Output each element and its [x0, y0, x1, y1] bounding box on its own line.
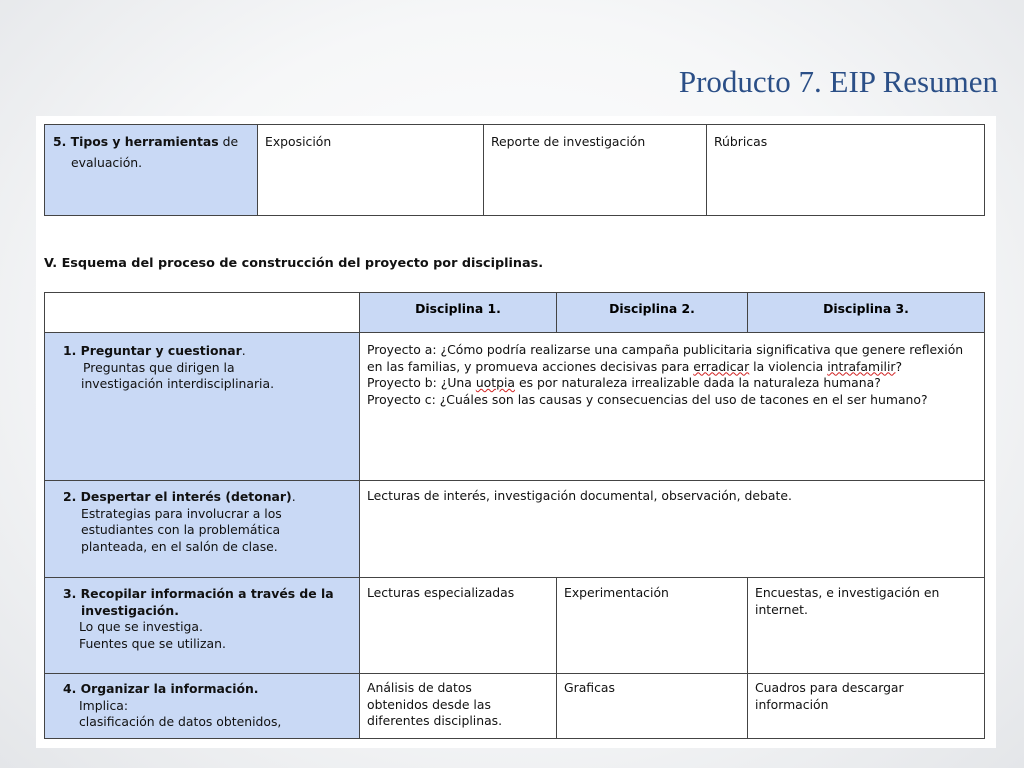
project-a-pre: Proyecto a: ¿Cómo podría realizarse una campaña publicitaria significativa que genere reflexión en las familias, y promueva acciones decisivas para [367, 342, 964, 374]
row1-content-cell [359, 332, 985, 481]
row1-label-bold: 1. Preguntar y cuestionar [63, 343, 242, 358]
row3-label-bold2: investigación. [81, 602, 179, 618]
slide-title-number: Producto 7. [678, 64, 822, 99]
row3-d2-cell [556, 577, 748, 674]
row4-label-sub2: clasificación de datos obtenidos, [79, 714, 282, 729]
header-disciplina-1: Disciplina 1. [359, 292, 557, 333]
row3-label-cell [44, 577, 360, 674]
eval-exposicion-text: Exposición [265, 134, 332, 149]
row3-d1-text: Lecturas especializadas [367, 585, 515, 600]
project-a-text [367, 342, 974, 375]
eval-label-bold: 5. Tipos y herramientas [53, 134, 219, 149]
row4-d2-cell [556, 673, 748, 739]
eval-col-reporte [483, 124, 707, 216]
header-disciplina-3: Disciplina 3. [747, 292, 985, 333]
project-b-pre: Proyecto b: ¿Una [367, 375, 476, 390]
row2-content-text: Lecturas de interés, investigación documental, observación, debate. [367, 488, 792, 503]
slide-title [679, 64, 998, 100]
row1-label-dot: . [241, 343, 246, 358]
project-c-text: Proyecto c: ¿Cuáles son las causas y consecuencias del uso de tacones en el ser humano? [367, 391, 928, 407]
row2-label-bold: 2. Despertar el interés (detonar) [63, 489, 292, 504]
eval-col-exposicion [257, 124, 484, 216]
row4-d1-cell [359, 673, 557, 739]
header-empty-cell [44, 292, 360, 333]
row3-label-sub1: Lo que se investiga. [79, 619, 203, 634]
project-b-end: es por naturaleza irrealizable dada la naturaleza humana? [515, 375, 881, 390]
document-page [36, 116, 996, 748]
row4-label-bold: 4. Organizar la información. [63, 681, 259, 696]
project-b-text [367, 375, 974, 392]
header-disciplina-2: Disciplina 2. [556, 292, 748, 333]
row3-label-bold1: 3. Recopilar información a través de la [63, 586, 334, 601]
eval-rubricas-text: Rúbricas [714, 134, 768, 149]
slide-title-text: EIP Resumen [821, 64, 998, 99]
project-a-err2: intrafamilir [827, 358, 896, 374]
row4-d2-text: Graficas [564, 680, 615, 695]
row3-d3-cell [747, 577, 985, 674]
row1-label-sub1: Preguntas que dirigen la [83, 359, 235, 375]
row4-d3-cell [747, 673, 985, 739]
eval-label-rest: de [218, 134, 239, 149]
row2-label-dot: . [291, 489, 296, 504]
eval-label-line2: evaluación. [71, 154, 143, 170]
row3-d3-text: Encuestas, e investigación en internet. [755, 585, 940, 617]
row1-label-cell [44, 332, 360, 481]
row4-d3-text: Cuadros para descargar información [755, 680, 904, 712]
row2-content-cell [359, 480, 985, 578]
project-b-err: uotpia [475, 375, 516, 390]
eval-reporte-text: Reporte de investigación [491, 134, 646, 149]
project-a-mid: la violencia [749, 358, 828, 374]
row3-d2-text: Experimentación [564, 585, 669, 600]
project-a-end: ? [895, 358, 903, 374]
row4-label-cell [44, 673, 360, 739]
project-a-err1: erradicar [693, 358, 750, 374]
row3-d1-cell [359, 577, 557, 674]
eval-col-rubricas [706, 124, 985, 216]
row2-label-cell [44, 480, 360, 578]
row3-label-sub2: Fuentes que se utilizan. [79, 635, 226, 651]
row4-label-sub1: Implica: [79, 697, 129, 713]
row4-d1-text: Análisis de datos obtenidos desde las diferentes disciplinas. [367, 680, 503, 728]
section-heading: V. Esquema del proceso de construcción del proyecto por disciplinas. [44, 256, 544, 271]
eval-label-cell [44, 124, 258, 216]
row2-label-sub: Estrategias para involucrar a los estudiantes con la problemática planteada, en el salón de clase. [81, 505, 282, 554]
row1-label-sub2: investigación interdisciplinaria. [81, 376, 275, 391]
